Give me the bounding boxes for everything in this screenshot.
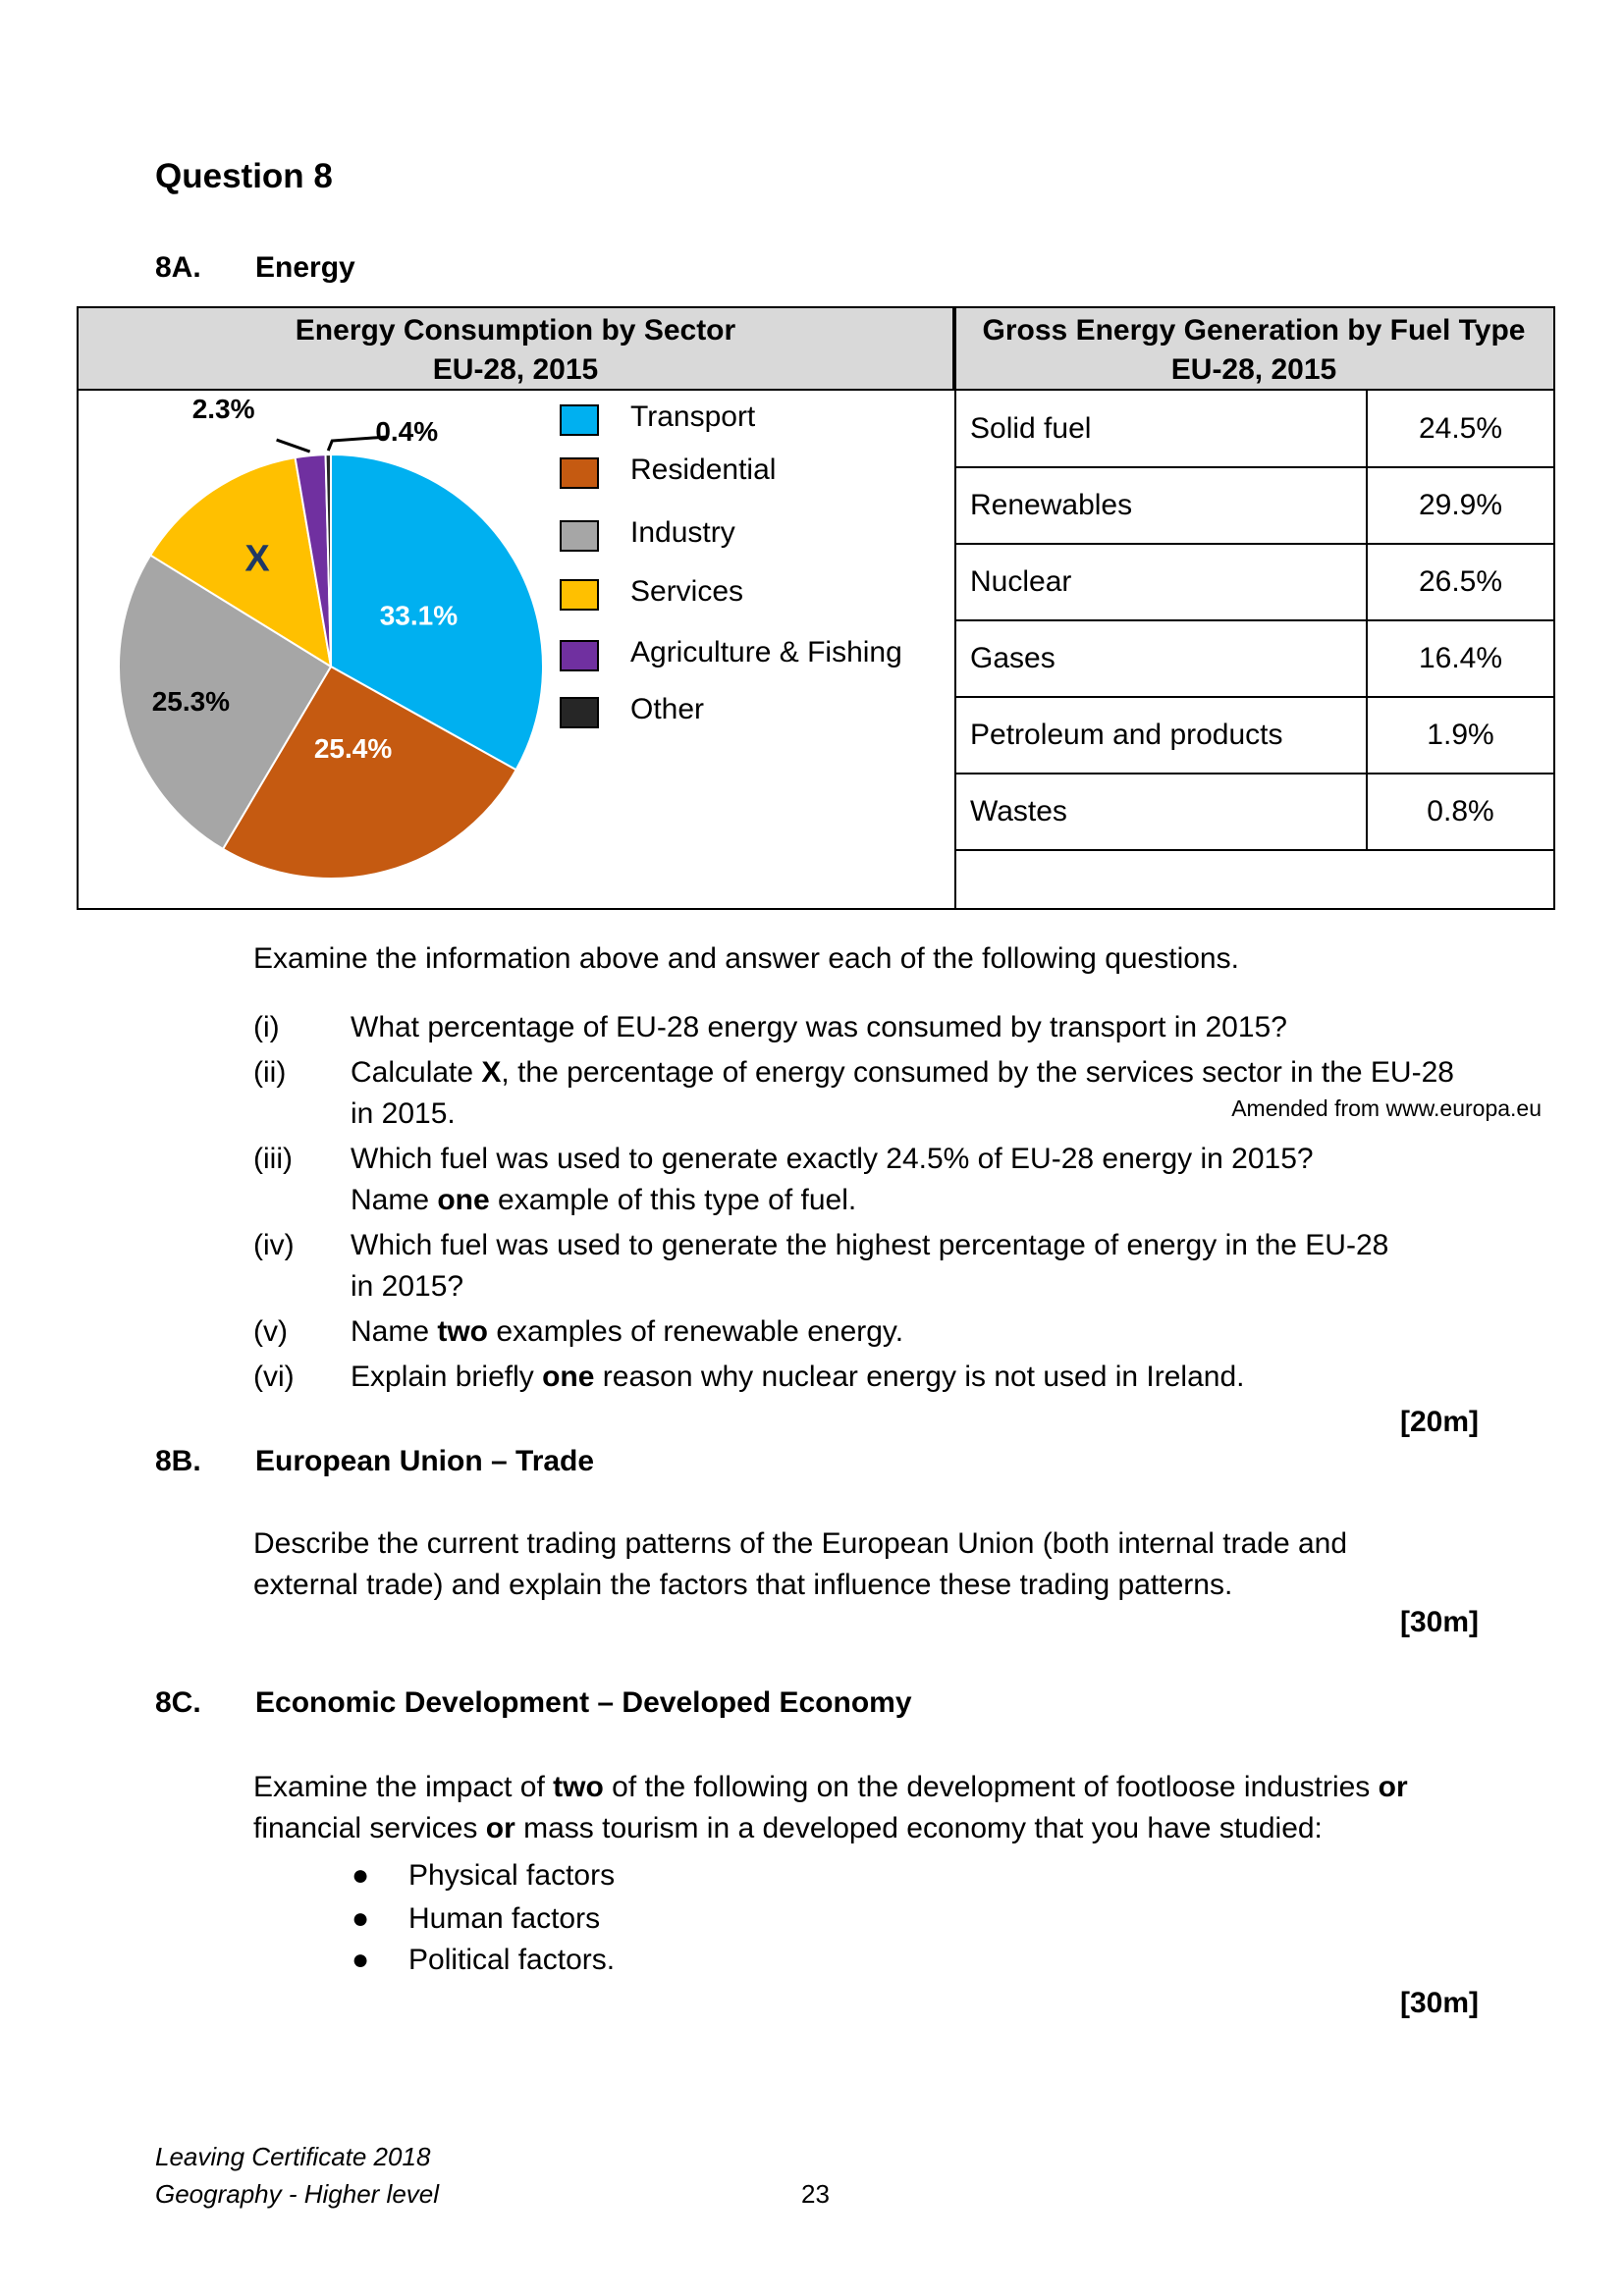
question-v: [0, 1311, 1624, 1353]
question-title: Question 8: [155, 157, 333, 195]
section-c-name: Economic Development – Developed Economy: [255, 1686, 912, 1719]
fuel-value: 26.5%: [1367, 544, 1553, 620]
bullet-icon: ●: [352, 1859, 370, 1892]
table-header: [954, 308, 1553, 391]
table-row: [956, 544, 1553, 620]
fuel-name: Gases: [956, 620, 1367, 697]
pie-label: 33.1%: [379, 600, 459, 631]
legend-label-agriculture: Agriculture & Fishing: [630, 636, 902, 668]
fuel-name: Wastes: [956, 774, 1367, 850]
pie-header: [79, 308, 954, 391]
mark-a: [20m]: [1399, 1406, 1479, 1438]
mark-b: [30m]: [1399, 1606, 1479, 1638]
fuel-value: 29.9%: [1367, 467, 1553, 544]
question-text: What percentage of EU-28 energy was consumed by transport in 2015?: [351, 1011, 1287, 1043]
legend-swatch-industry: [560, 520, 599, 552]
section-a-number: 8A.: [155, 251, 201, 284]
fuel-name: Solid fuel: [956, 391, 1367, 467]
section-b-number: 8B.: [155, 1445, 201, 1477]
question-ii: [0, 1052, 1624, 1135]
question-text: Calculate X, the percentage of energy consumed by the services sector in the EU-28 in 2015.: [351, 1056, 1454, 1130]
legend-label-industry: Industry: [630, 516, 735, 549]
table-row: [956, 774, 1553, 850]
question-text: Which fuel was used to generate the highest percentage of energy in the EU-28 in 2015?: [351, 1229, 1389, 1303]
legend-swatch-other: [560, 697, 599, 728]
section-c-number: 8C.: [155, 1686, 201, 1719]
table-title: Gross Energy Generation by Fuel Type: [982, 314, 1526, 347]
footer-exam: Leaving Certificate 2018: [155, 2142, 431, 2171]
bullet-physical: Physical factors: [408, 1859, 616, 1892]
legend-label-transport: Transport: [630, 400, 756, 433]
section-b-name: European Union – Trade: [255, 1445, 595, 1477]
question-number: (i): [253, 1011, 280, 1043]
question-number: (iii): [253, 1143, 293, 1175]
legend-swatch-transport: [560, 404, 599, 436]
question-number: (v): [253, 1315, 288, 1348]
table-row: [956, 697, 1553, 774]
question-number: (iv): [253, 1229, 295, 1261]
section-a-name: Energy: [255, 251, 355, 284]
fuel-table: [956, 391, 1553, 851]
legend-label-services: Services: [630, 575, 744, 608]
leader-line: [277, 440, 310, 452]
pie-subtitle: EU-28, 2015: [432, 353, 599, 386]
fuel-value: 16.4%: [1367, 620, 1553, 697]
legend-label-other: Other: [630, 693, 705, 725]
bullet-political: Political factors.: [408, 1944, 616, 1976]
table-row: [956, 620, 1553, 697]
fuel-name: Renewables: [956, 467, 1367, 544]
section-c-text: Examine the impact of two of the following on the development of footloose industries or financial services or mass tourism in a developed economy that you have studied:: [253, 1771, 1408, 1844]
fuel-value: 24.5%: [1367, 391, 1553, 467]
footer-subject: Geography - Higher level: [155, 2179, 440, 2209]
question-text: Explain briefly one reason why nuclear energy is not used in Ireland.: [351, 1361, 1245, 1393]
table-subtitle: EU-28, 2015: [1170, 353, 1337, 386]
bullet-human: Human factors: [408, 1902, 601, 1935]
bullet-icon: ●: [352, 1902, 370, 1935]
fuel-value: 0.8%: [1367, 774, 1553, 850]
pie-label: 25.4%: [313, 733, 393, 765]
pie-title: Energy Consumption by Sector: [295, 314, 736, 347]
page-number: 23: [801, 2179, 830, 2209]
fuel-name: Petroleum and products: [956, 697, 1367, 774]
question-number: (ii): [253, 1056, 287, 1089]
question-number: (vi): [253, 1361, 295, 1393]
question-text: Name two examples of renewable energy.: [351, 1315, 904, 1348]
legend-swatch-residential: [560, 457, 599, 489]
question-i: [0, 1007, 1624, 1048]
table-row: [956, 391, 1553, 467]
bullet-icon: ●: [352, 1944, 370, 1976]
fuel-name: Nuclear: [956, 544, 1367, 620]
pie-label: 25.3%: [151, 685, 231, 717]
legend-swatch-agriculture: [560, 640, 599, 671]
pie-label: 2.3%: [191, 394, 255, 425]
pie-label: 0.4%: [375, 416, 439, 448]
intro-text: Examine the information above and answer each of the following questions.: [253, 942, 1239, 975]
legend-label-residential: Residential: [630, 454, 777, 486]
question-text: Which fuel was used to generate exactly 24.5% of EU-28 energy in 2015? Name one example of this type of fuel.: [351, 1143, 1314, 1216]
question-iii: [0, 1139, 1624, 1221]
question-iv: [0, 1225, 1624, 1308]
section-b-text: Describe the current trading patterns of the European Union (both internal trade and external trade) and explain the factors that influence these trading patterns.: [253, 1527, 1348, 1601]
source-note: Amended from www.europa.eu: [1231, 1095, 1542, 1121]
table-row: [956, 467, 1553, 544]
fuel-value: 1.9%: [1367, 697, 1553, 774]
question-vi: [0, 1357, 1624, 1398]
pie-label: X: [244, 538, 270, 580]
mark-c: [30m]: [1399, 1987, 1479, 2019]
legend-swatch-services: [560, 579, 599, 611]
